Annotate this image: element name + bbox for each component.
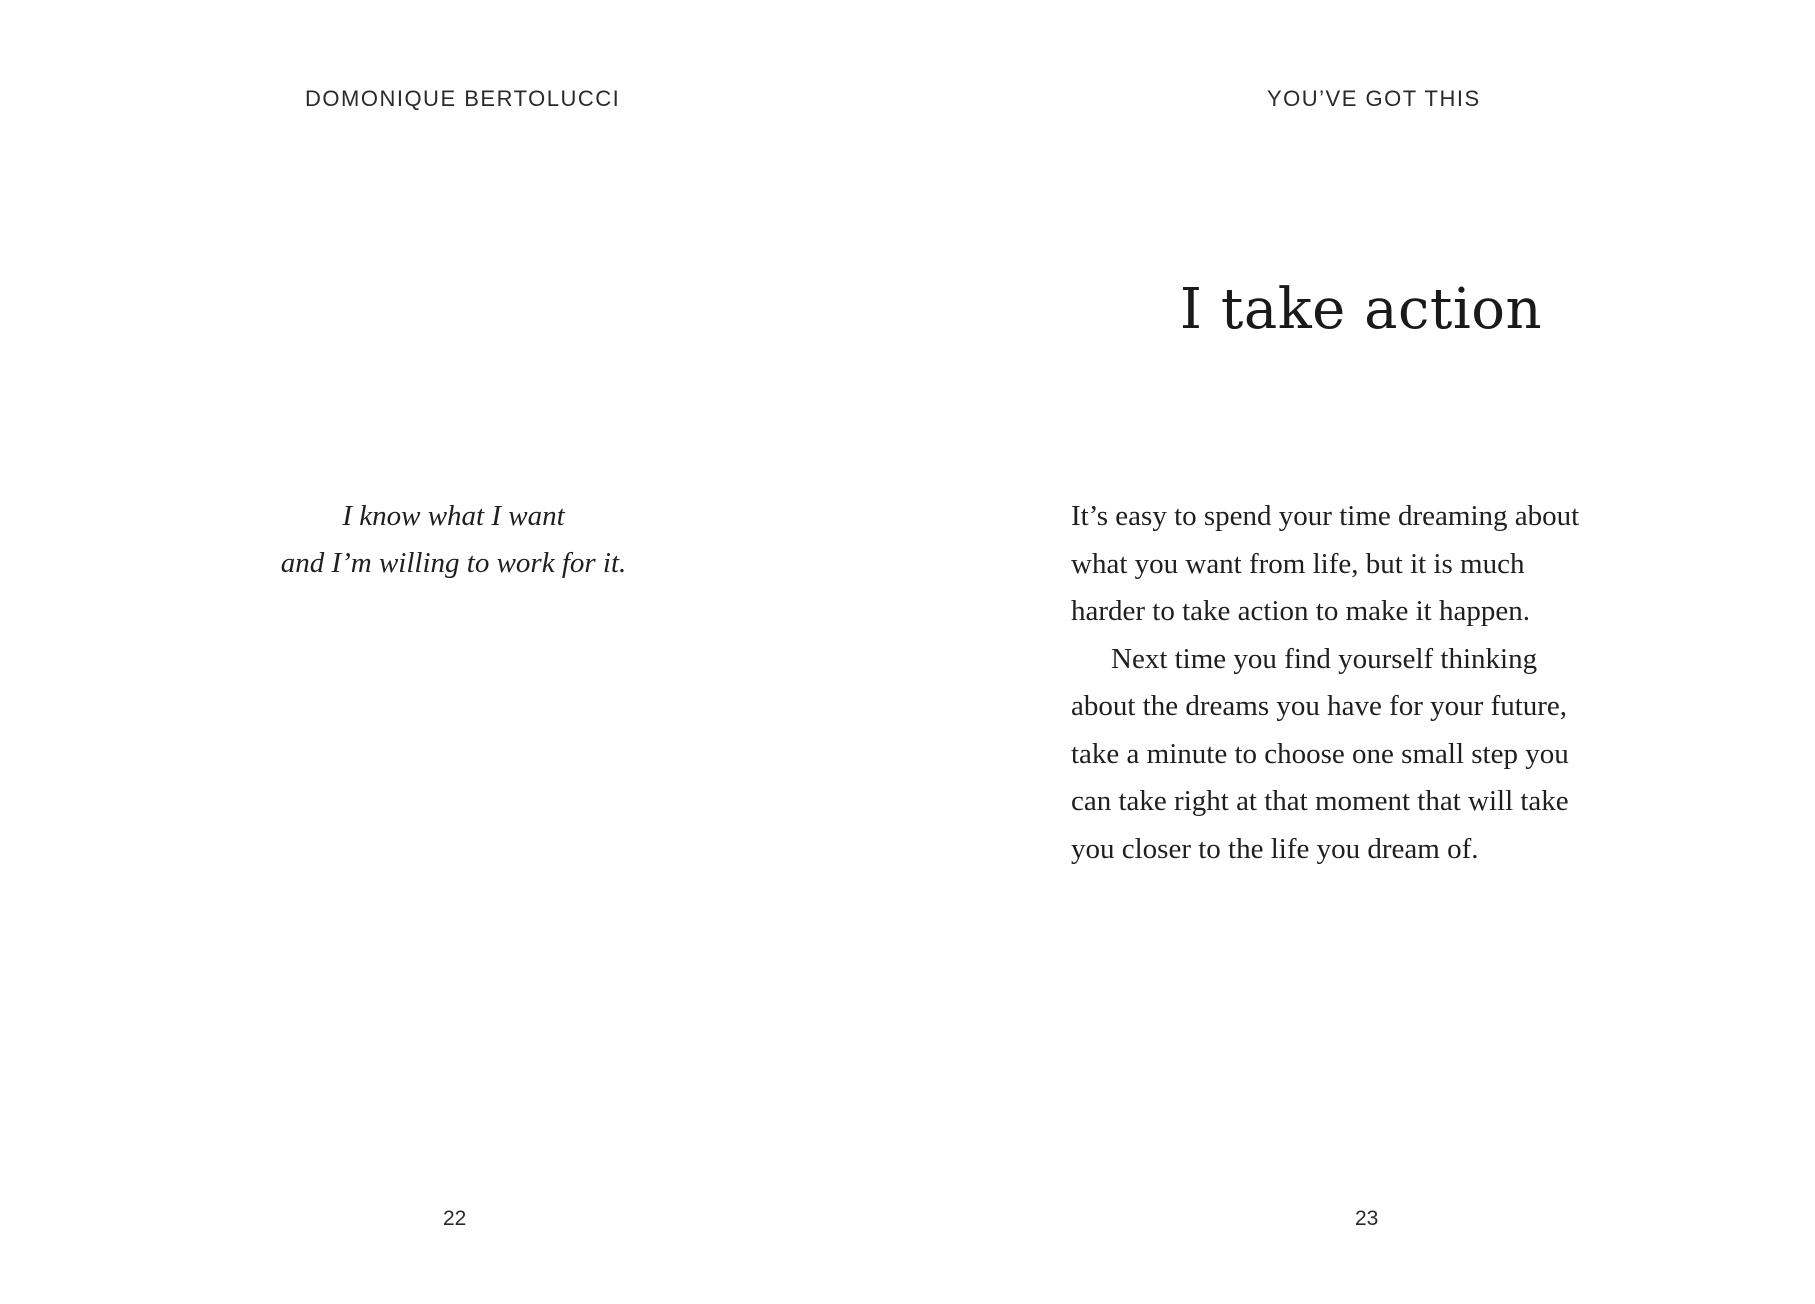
body-line: take a minute to choose one small step you: [1071, 737, 1569, 770]
body-paragraphs: [1071, 493, 1671, 873]
body-line: about the dreams you have for your future,: [1071, 690, 1568, 722]
right-page: [907, 0, 1815, 1304]
page-number: 23: [1355, 1207, 1379, 1230]
affirmation-line: and I’m willing to work for it.: [280, 547, 627, 579]
chapter-title: [907, 277, 1815, 342]
running-head-book-title: YOU’VE GOT THIS: [1267, 86, 1481, 111]
left-page: [0, 0, 907, 1304]
body-line: harder to take action to make it happen.: [1071, 595, 1530, 627]
body-line: Next time you find yourself thinking: [1111, 642, 1538, 675]
body-line: can take right at that moment that will take: [1071, 785, 1569, 817]
affirmation-quote: [0, 493, 907, 587]
page-number: 22: [443, 1207, 467, 1230]
body-line: you closer to the life you dream of.: [1071, 832, 1479, 865]
affirmation-line: I know what I want: [342, 500, 565, 532]
body-line: It’s easy to spend your time dreaming about: [1071, 500, 1580, 532]
body-line: what you want from life, but it is much: [1071, 547, 1525, 580]
chapter-title-text: I take action: [1179, 277, 1543, 342]
running-head-author: DOMONIQUE BERTOLUCCI: [305, 86, 621, 111]
